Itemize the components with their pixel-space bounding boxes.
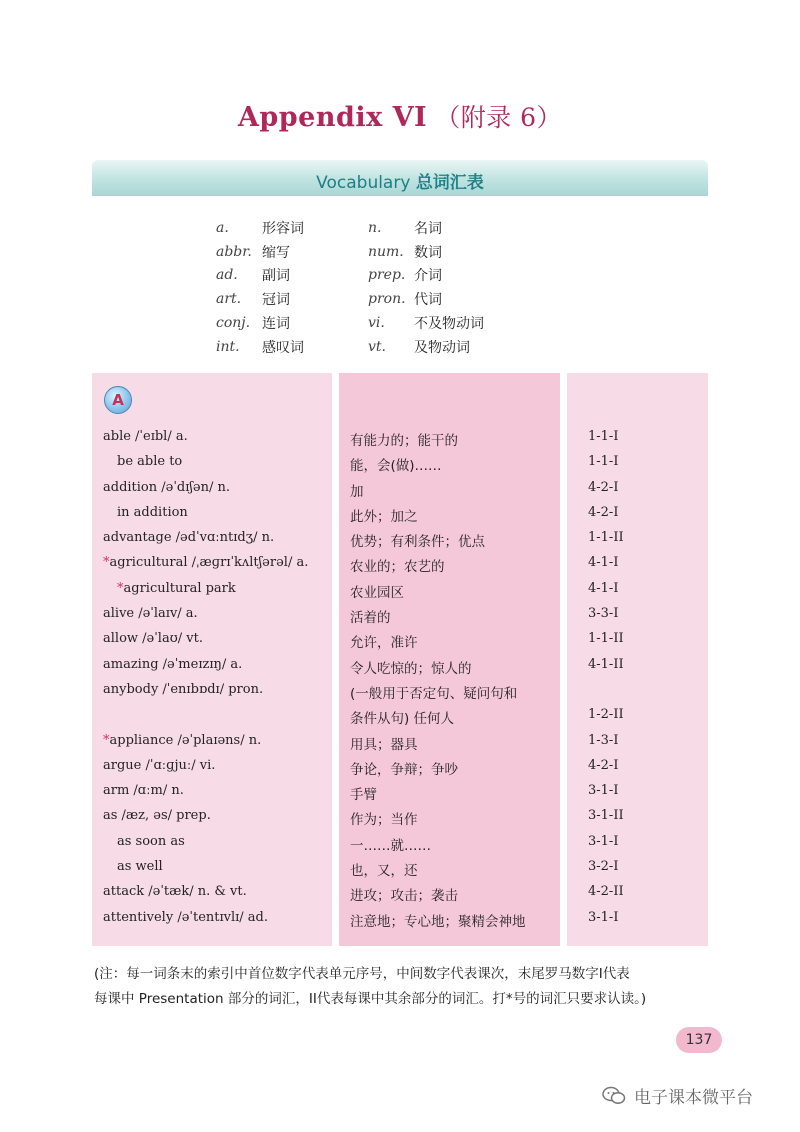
- abbreviation-key: prep.: [368, 267, 406, 284]
- read-only-marker: *: [103, 732, 110, 748]
- abbreviation-legend: [216, 216, 520, 359]
- vocabulary-entry: [0, 502, 800, 527]
- entry-word: [103, 910, 268, 925]
- entry-index-code: 1-2-II: [588, 707, 624, 723]
- entry-word: [103, 530, 274, 545]
- abbreviation-meaning: 形容词: [262, 220, 304, 237]
- vocabulary-entry: [0, 730, 800, 755]
- entry-index-code: 4-1-I: [588, 555, 619, 571]
- abbreviation-meaning: 冠词: [262, 292, 290, 309]
- entry-word-text: as /æz, əs/ prep.: [103, 808, 211, 824]
- read-only-marker: *: [103, 555, 110, 571]
- entry-index-code: 1-1-I: [588, 429, 619, 444]
- entry-index-code: 4-1-I: [588, 580, 619, 596]
- entry-word-text: addition /əˈdɪʃən/ n.: [103, 479, 231, 495]
- watermark-text: 电子课本微平台: [634, 1088, 753, 1108]
- abbreviation-key: a.: [216, 219, 229, 236]
- vocabulary-entry: [0, 628, 800, 653]
- entry-meaning: 优势；有利条件；优点: [350, 534, 485, 551]
- entry-word-text: argue /ˈɑːɡjuː/ vi.: [103, 757, 216, 773]
- entry-index-code: 1-3-I: [588, 732, 619, 748]
- vocabulary-entry: [0, 451, 800, 476]
- abbreviation-key: vt.: [368, 338, 386, 355]
- vocabulary-entry: [0, 654, 800, 679]
- abbreviation-key: art.: [216, 291, 242, 308]
- entry-word-text: allow /əˈlaʊ/ vt.: [103, 631, 203, 647]
- section-letter-badge: A: [104, 386, 132, 414]
- page-number: 137: [676, 1027, 722, 1053]
- abbreviation-meaning: 及物动词: [414, 339, 470, 356]
- abbreviation-key: pron.: [368, 291, 406, 308]
- banner-label-english: Vocabulary: [316, 173, 411, 193]
- entry-word: [117, 859, 163, 874]
- entry-word: [103, 682, 263, 697]
- entry-meaning: 此外；加之: [350, 508, 418, 525]
- entry-index-code: 3-1-I: [588, 909, 619, 925]
- entry-index-code: 4-1-II: [588, 656, 624, 672]
- abbreviation-row: [216, 264, 520, 288]
- entry-index-code: 3-2-I: [588, 859, 619, 875]
- entry-meaning: 用具；器具: [350, 736, 418, 753]
- entry-meaning: 令人吃惊的；惊人的: [350, 660, 472, 677]
- vocabulary-entry: [0, 679, 800, 704]
- entry-meaning: 活着的: [350, 610, 391, 627]
- entry-word-text: alive /əˈlaɪv/ a.: [103, 606, 198, 622]
- abbreviation-meaning: 感叹词: [262, 339, 304, 356]
- entry-meaning: 作为；当作: [350, 812, 418, 829]
- abbreviation-key: vi.: [368, 315, 385, 332]
- entry-meaning: 有能力的；能干的: [350, 433, 458, 449]
- entry-word-text: attentively /əˈtentɪvlɪ/ ad.: [103, 909, 269, 925]
- abbreviation-meaning: 副词: [262, 268, 290, 285]
- vocabulary-entry: [0, 755, 800, 780]
- wechat-icon: [602, 1086, 626, 1106]
- entry-word-text: arm /ɑːm/ n.: [103, 783, 184, 799]
- read-only-marker: *: [117, 580, 124, 596]
- entry-word-text: be able to: [117, 454, 183, 470]
- entry-word: [117, 834, 185, 849]
- vocabulary-entry: [0, 552, 800, 577]
- entry-index-code: 3-3-I: [588, 606, 619, 622]
- footnote: [94, 962, 714, 1012]
- vocabulary-entry: [0, 805, 800, 830]
- entry-index-code: 1-1-I: [588, 454, 619, 470]
- entry-index-code: 4-2-II: [588, 884, 624, 900]
- entry-word-text: able /ˈeɪbl/ a.: [103, 429, 188, 444]
- entry-index-code: 1-1-II: [588, 631, 624, 647]
- abbreviation-key: num.: [368, 243, 404, 260]
- entry-meaning: 一……就……: [350, 837, 431, 854]
- vocabulary-entry: [0, 831, 800, 856]
- entry-meaning: 也，又，还: [350, 863, 418, 880]
- entry-word-text: agricultural park: [123, 580, 236, 596]
- footnote-line-2: 每课中 Presentation 部分的词汇，II代表每课中其余部分的词汇。打*号的词汇只要求认读。): [94, 991, 647, 1007]
- entry-meaning: 能，会(做)……: [350, 458, 442, 475]
- entry-index-code: 1-1-II: [588, 530, 624, 546]
- vocabulary-entry: [0, 578, 800, 603]
- entry-meaning: 允许，准许: [350, 635, 418, 652]
- abbreviation-meaning: 连词: [262, 316, 290, 333]
- entry-meaning: 条件从句) 任何人: [350, 711, 455, 728]
- vocabulary-entry: [0, 704, 800, 729]
- abbreviation-row: [216, 287, 520, 311]
- footnote-line-1: (注：每一词条末的索引中首位数字代表单元序号，中间数字代表课次，末尾罗马数字I代表: [94, 966, 630, 982]
- abbreviation-key: int.: [216, 338, 240, 355]
- vocabulary-entry: [0, 780, 800, 805]
- entry-word-text: appliance /əˈplaɪəns/ n.: [109, 732, 262, 748]
- section-banner-label: [0, 168, 800, 193]
- entry-meaning: 农业的；农艺的: [350, 559, 445, 576]
- entry-word: [103, 631, 203, 646]
- entry-index-code: 3-1-I: [588, 783, 619, 799]
- entry-word: [103, 783, 184, 798]
- vocabulary-entry: [0, 907, 800, 932]
- vocabulary-entry: [0, 426, 800, 451]
- banner-label-chinese: 总词汇表: [415, 173, 484, 193]
- entry-word-text: amazing /əˈmeɪzɪŋ/ a.: [103, 656, 243, 672]
- abbreviation-meaning: 数词: [414, 244, 442, 261]
- entry-meaning: 农业园区: [350, 584, 404, 601]
- vocabulary-entry: [0, 527, 800, 552]
- entry-word: [117, 454, 182, 469]
- entry-index-code: 3-1-II: [588, 808, 624, 824]
- watermark: [602, 1083, 753, 1108]
- entry-word-text: anybody /ˈenɪbɒdɪ/ pron.: [103, 681, 264, 697]
- abbreviation-meaning: 代词: [414, 292, 442, 309]
- entry-word: [117, 505, 188, 520]
- entry-index-code: 4-2-I: [588, 504, 619, 520]
- abbreviation-key: conj.: [216, 315, 251, 332]
- entry-word: [103, 884, 247, 899]
- entry-word-text: agricultural /ˌæɡrɪˈkʌltʃərəl/ a.: [109, 555, 309, 571]
- entry-word: [103, 555, 308, 570]
- abbreviation-meaning: 不及物动词: [414, 316, 484, 333]
- abbreviation-key: ad.: [216, 267, 238, 284]
- entry-index-code: 3-1-I: [588, 833, 619, 849]
- title-chinese: （附录 6）: [435, 103, 563, 132]
- entry-meaning: 手臂: [350, 787, 377, 804]
- entry-word: [103, 758, 215, 773]
- vocabulary-entry: [0, 477, 800, 502]
- entry-meaning: 争论，争辩；争吵: [350, 761, 458, 778]
- page-title: [0, 98, 800, 134]
- abbreviation-meaning: 名词: [414, 220, 442, 237]
- abbreviation-row: [216, 240, 520, 264]
- entry-meaning: 加: [350, 483, 364, 500]
- entry-word: [103, 606, 198, 621]
- abbreviation-row: [216, 216, 520, 240]
- abbreviation-row: [216, 335, 520, 359]
- entry-word-text: attack /əˈtæk/ n. & vt.: [103, 884, 247, 900]
- entry-word: [103, 429, 188, 444]
- entry-word: [103, 733, 261, 748]
- abbreviation-key: n.: [368, 219, 382, 236]
- entry-index-code: 4-2-I: [588, 757, 619, 773]
- vocabulary-entry: [0, 881, 800, 906]
- vocabulary-list: [0, 426, 800, 932]
- entry-word: [103, 808, 211, 823]
- abbreviation-row: [216, 311, 520, 335]
- entry-meaning: 进攻；攻击；袭击: [350, 888, 458, 905]
- vocabulary-entry: [0, 603, 800, 628]
- entry-word-text: advantage /ədˈvɑːntɪdʒ/ n.: [103, 530, 275, 546]
- entry-meaning: 注意地；专心地；聚精会神地: [350, 913, 526, 930]
- title-english: Appendix VI: [237, 102, 428, 133]
- abbreviation-meaning: 缩写: [262, 244, 290, 261]
- vocabulary-entry: [0, 856, 800, 881]
- entry-word: [103, 657, 242, 672]
- entry-word-text: in addition: [117, 504, 188, 520]
- abbreviation-key: abbr.: [216, 243, 252, 260]
- entry-word: [103, 480, 230, 495]
- abbreviation-meaning: 介词: [414, 268, 442, 285]
- entry-word-text: as soon as: [117, 833, 185, 849]
- entry-word: [117, 581, 236, 596]
- entry-index-code: 4-2-I: [588, 479, 619, 495]
- entry-word-text: as well: [117, 859, 163, 875]
- entry-meaning: (一般用于否定句、疑问句和: [350, 685, 518, 702]
